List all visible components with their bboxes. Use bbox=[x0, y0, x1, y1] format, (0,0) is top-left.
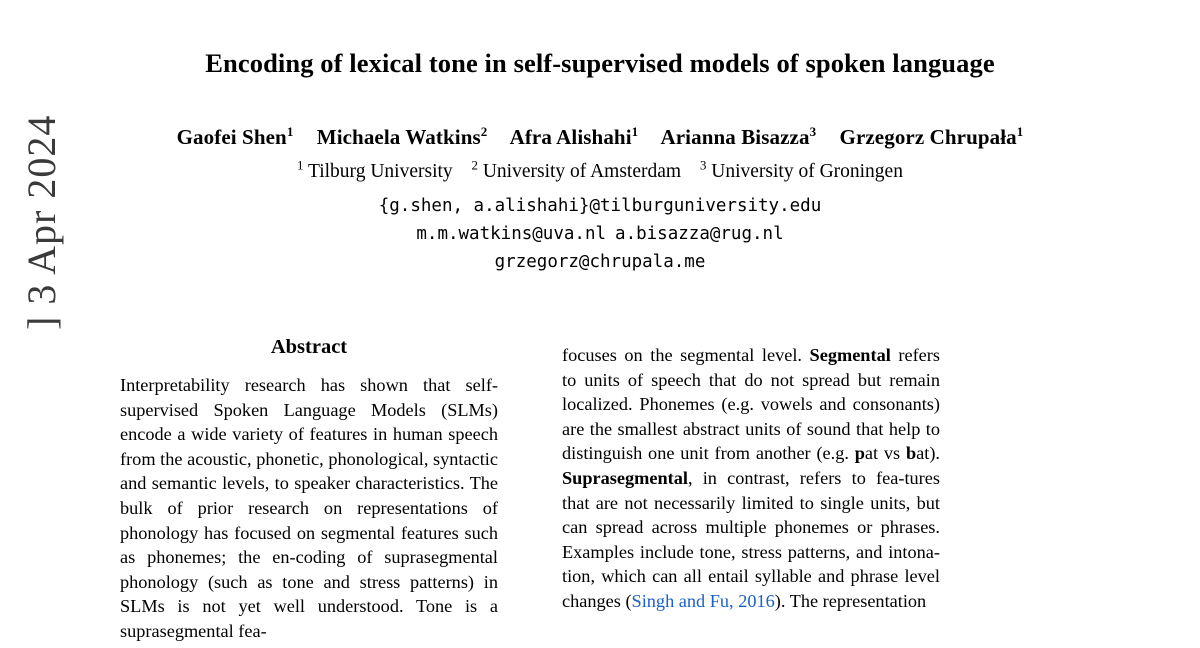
arxiv-date-stamp: ] 3 Apr 2024 bbox=[19, 114, 64, 330]
affiliation-list bbox=[120, 158, 1080, 183]
email-watkins: m.m.watkins@uva.nl bbox=[416, 223, 607, 244]
author-entry bbox=[660, 125, 816, 149]
author-affil-marker: 1 bbox=[1016, 124, 1024, 139]
email-bisazza: a.bisazza@rug.nl bbox=[615, 223, 784, 244]
email-line-1: {g.shen, a.alishahi}@tilburguniversity.edu bbox=[378, 195, 822, 216]
author-entry bbox=[510, 125, 639, 149]
emphasis-term: Suprasegmental bbox=[562, 467, 688, 488]
affiliation-marker: 3 bbox=[699, 158, 707, 172]
body-columns bbox=[120, 332, 1080, 644]
paper-header bbox=[120, 0, 1080, 277]
introduction-paragraph: focuses on the segmental level. Segmental refers to units of speech that do not spread but remain localized. Phonemes (e.g. vowels and consonants) are the smallest abstract units of sound that help to distinguish one unit from another (e.g. pat vs bat). Suprasegmental, in contrast, refers to fea-tures that are not necessarily limited to single units, but can spread across multiple phonemes or phrases. Examples include tone, stress patterns, and intona-tion, which can all entail syllable and phrase level changes (Singh and Fu, 2016). The representation bbox=[562, 345, 941, 611]
author-entry bbox=[840, 125, 1024, 149]
emphasis-term: b bbox=[905, 443, 917, 464]
abstract-heading: Abstract bbox=[270, 336, 348, 358]
affiliation-entry bbox=[297, 158, 453, 182]
affiliation-entry bbox=[699, 158, 903, 182]
email-line-3: grzegorz@chrupala.me bbox=[494, 252, 706, 273]
page-title: Encoding of lexical tone in self-supervised models of spoken language bbox=[205, 48, 995, 78]
affiliation-name: Tilburg University bbox=[308, 160, 453, 182]
abstract-text: Interpretability research has shown that self-supervised Spoken Language Models (SLMs) encode a wide variety of features in human speech from the acoustic, phonetic, phonological, syntactic and semantic levels, to speaker characteristics. The bulk of prior research on representations of phonology has focused on segmental features such as phonemes; the en-coding of suprasegmental phonology (such as tone and stress patterns) in SLMs is not yet well understood. Tone is a suprasegmental fea- bbox=[120, 375, 498, 641]
author-affil-marker: 3 bbox=[809, 124, 817, 139]
emphasis-term: Segmental bbox=[809, 345, 891, 365]
author-affil-marker: 1 bbox=[631, 124, 639, 139]
author-affil-marker: 2 bbox=[480, 124, 488, 139]
abstract-column bbox=[120, 332, 498, 644]
emphasis-term: p bbox=[854, 443, 865, 464]
author-entry bbox=[177, 125, 294, 149]
email-line-2 bbox=[120, 220, 1080, 248]
email-block bbox=[120, 192, 1080, 277]
author-name: Afra Alishahi bbox=[509, 125, 632, 149]
author-name: Gaofei Shen bbox=[176, 125, 287, 149]
affiliation-entry bbox=[471, 158, 682, 182]
affiliation-marker: 2 bbox=[471, 158, 478, 172]
citation-link[interactable]: Singh and Fu, 2016 bbox=[631, 590, 775, 611]
author-name: Arianna Bisazza bbox=[660, 125, 810, 149]
affiliation-marker: 1 bbox=[297, 158, 304, 172]
author-list bbox=[120, 124, 1080, 150]
author-entry bbox=[317, 125, 488, 149]
affiliation-name: University of Groningen bbox=[711, 160, 903, 182]
introduction-column bbox=[562, 332, 940, 644]
affiliation-name: University of Amsterdam bbox=[482, 160, 682, 182]
author-affil-marker: 1 bbox=[286, 124, 294, 139]
author-name: Michaela Watkins bbox=[316, 125, 481, 149]
author-name: Grzegorz Chrupała bbox=[839, 125, 1017, 149]
